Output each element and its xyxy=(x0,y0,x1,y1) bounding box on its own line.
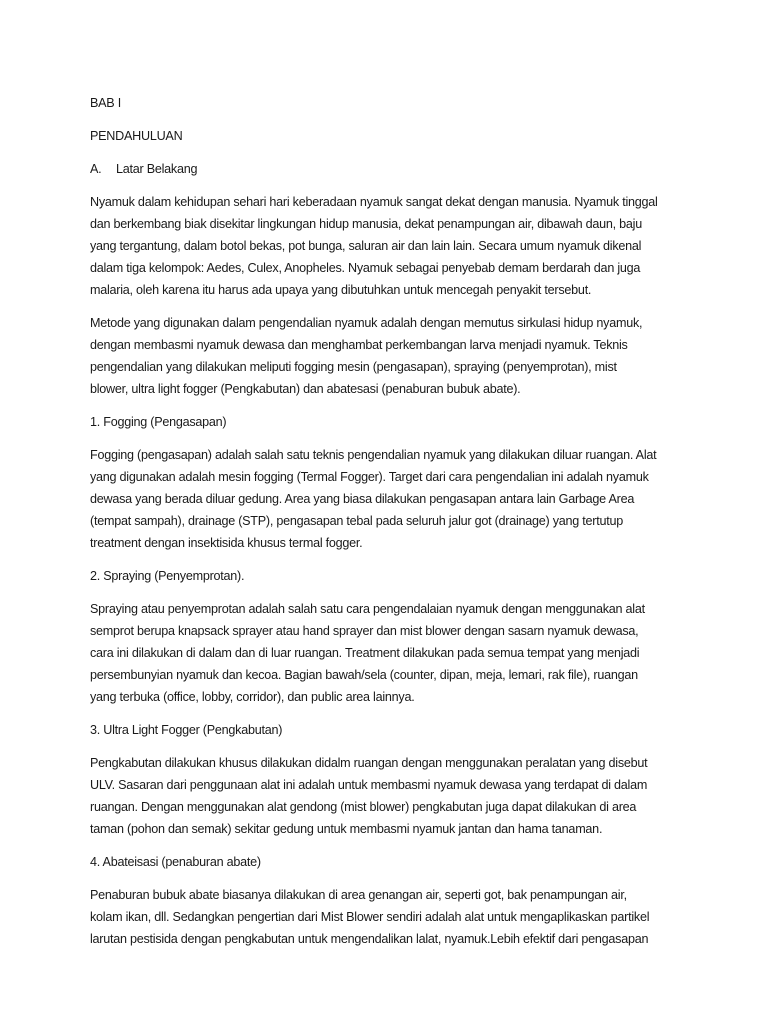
text-line: kolam ikan, dll. Sedangkan pengertian dari Mist Blower sendiri adalah alat untuk mengaplikaskan partikel xyxy=(90,910,650,924)
text-line: Nyamuk dalam kehidupan sehari hari keberadaan nyamuk sangat dekat dengan manusia. Nyamuk tinggal xyxy=(90,195,658,209)
text-line: ruangan. Dengan menggunakan alat gendong (mist blower) pengkabutan juga dapat dilakukan di area xyxy=(90,800,637,814)
text-line: dalam tiga kelompok: Aedes, Culex, Anopheles. Nyamuk sebagai penyebab demam berdarah dan juga xyxy=(90,261,641,275)
text-line: yang tergantung, dalam botol bekas, pot bunga, saluran air dan lain lain. Secara umum nyamuk dikenal xyxy=(90,239,642,253)
chapter-title: PENDAHULUAN xyxy=(90,129,183,143)
section-heading xyxy=(90,158,690,180)
text-line: dan berkembang biak disekitar lingkungan hidup manusia, dekat penampungan air, dibawah daun, baju xyxy=(90,217,642,231)
text-line: Fogging (pengasapan) adalah salah satu teknis pengendalian nyamuk yang dilakukan diluar ruangan. Alat xyxy=(90,448,657,462)
text-line: taman (pohon dan semak) sekitar gedung untuk membasmi nyamuk jantan dan hama tanaman. xyxy=(90,822,603,836)
text-line: semprot berupa knapsack sprayer atau hand sprayer dan mist blower dengan sasarn nyamuk dewasa, xyxy=(90,624,639,638)
item-heading-ulv: 3. Ultra Light Fogger (Pengkabutan) xyxy=(90,723,283,737)
paragraph-fogging xyxy=(90,444,690,554)
item-heading-spraying: 2. Spraying (Penyemprotan). xyxy=(90,569,245,583)
section-marker: A. xyxy=(90,162,102,176)
text-line: ULV. Sasaran dari penggunaan alat ini adalah untuk membasmi nyamuk dewasa yang terdapat di dalam xyxy=(90,778,648,792)
paragraph-intro xyxy=(90,191,690,301)
text-line: treatment dengan insektisida khusus termal fogger. xyxy=(90,536,363,550)
text-line: yang digunakan adalah mesin fogging (Termal Fogger). Target dari cara pengendalian ini adalah nyamuk xyxy=(90,470,649,484)
text-line: cara ini dilakukan di dalam dan di luar ruangan. Treatment dilakukan pada semua tempat yang menjadi xyxy=(90,646,640,660)
section-title: Latar Belakang xyxy=(116,162,198,176)
paragraph-abate xyxy=(90,884,690,950)
text-line: malaria, oleh karena itu harus ada upaya yang dibutuhkan untuk mencegah penyakit tersebut. xyxy=(90,283,592,297)
text-line: blower, ultra light fogger (Pengkabutan) dan abatesasi (penaburan bubuk abate). xyxy=(90,382,521,396)
paragraph-ulv xyxy=(90,752,690,840)
document-page xyxy=(90,92,690,961)
text-line: dewasa yang berada diluar gedung. Area yang biasa dilakukan pengasapan antara lain Garbage Area xyxy=(90,492,635,506)
text-line: yang terbuka (office, lobby, corridor), dan public area lainnya. xyxy=(90,690,415,704)
text-line: pengendalian yang dilakukan meliputi fogging mesin (pengasapan), spraying (penyemprotan), mist xyxy=(90,360,617,374)
text-line: Pengkabutan dilakukan khusus dilakukan didalm ruangan dengan menggunakan peralatan yang disebut xyxy=(90,756,648,770)
text-line: (tempat sampah), drainage (STP), pengasapan tebal pada seluruh jalur got (drainage) yang tertutup xyxy=(90,514,624,528)
paragraph-spraying xyxy=(90,598,690,708)
text-line: larutan pestisida dengan pengkabutan untuk mengendalikan lalat, nyamuk.Lebih efektif dari pengasapan xyxy=(90,932,649,946)
chapter-number: BAB I xyxy=(90,96,121,110)
item-heading-fogging: 1. Fogging (Pengasapan) xyxy=(90,415,227,429)
text-line: persembunyian nyamuk dan kecoa. Bagian bawah/sela (counter, dipan, meja, lemari, rak file), ruangan xyxy=(90,668,638,682)
text-line: Metode yang digunakan dalam pengendalian nyamuk adalah dengan memutus sirkulasi hidup nyamuk, xyxy=(90,316,643,330)
paragraph-methods xyxy=(90,312,690,400)
item-heading-abate: 4. Abateisasi (penaburan abate) xyxy=(90,855,261,869)
text-line: Spraying atau penyemprotan adalah salah satu cara pengendalaian nyamuk dengan menggunakan alat xyxy=(90,602,645,616)
text-line: dengan membasmi nyamuk dewasa dan menghambat perkembangan larva menjadi nyamuk. Teknis xyxy=(90,338,628,352)
text-line: Penaburan bubuk abate biasanya dilakukan di area genangan air, seperti got, bak penampungan air, xyxy=(90,888,627,902)
